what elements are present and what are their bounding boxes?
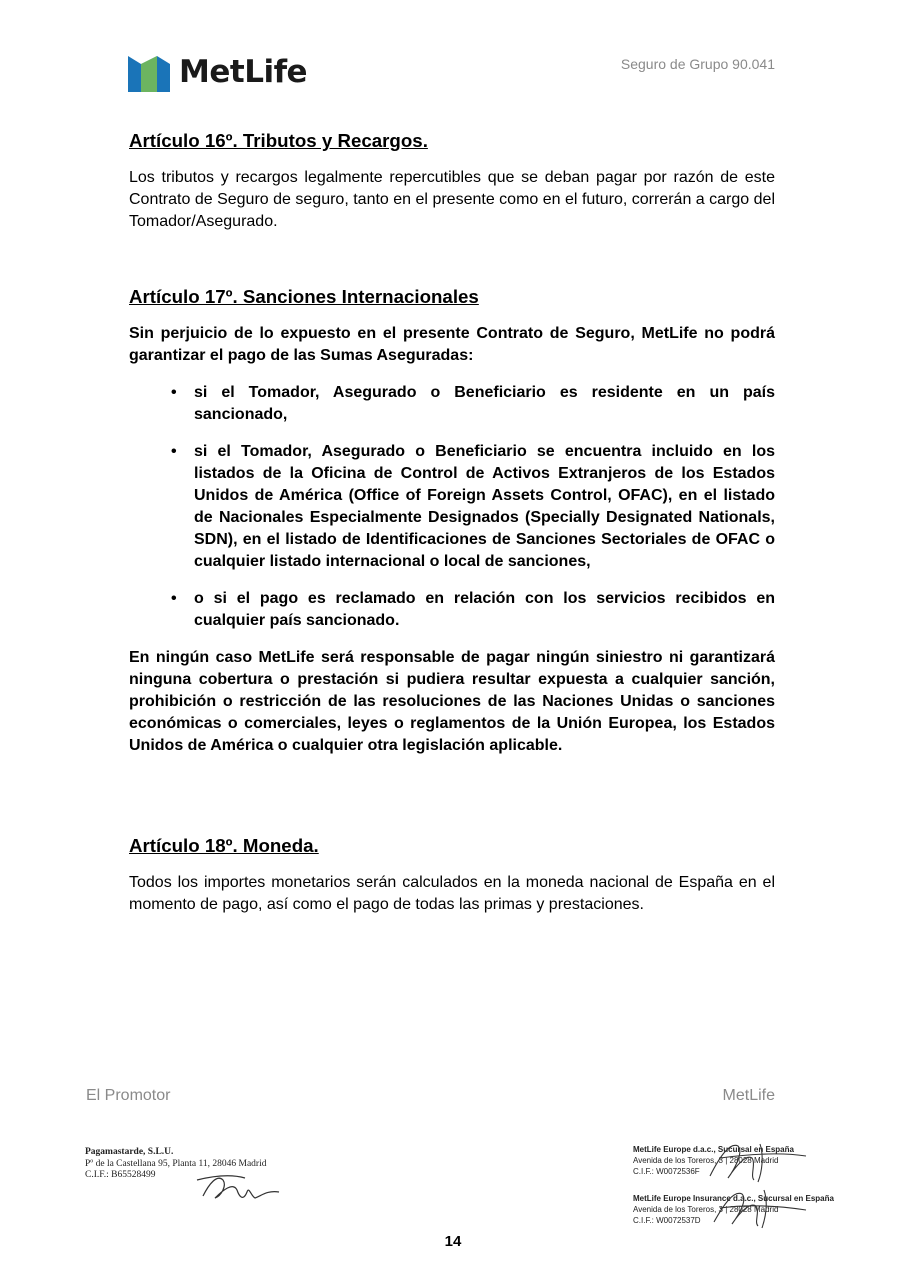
metlife-label: MetLife <box>722 1087 775 1104</box>
article-17 <box>129 286 775 757</box>
stamp-address: Avenida de los Toreros, 3 | 28028 Madrid <box>633 1156 779 1165</box>
metlife-insurance-signature-icon <box>700 1184 810 1230</box>
page-number: 14 <box>444 1233 462 1250</box>
metlife-logo <box>128 52 307 92</box>
stamp-address: Avenida de los Toreros, 3 | 28028 Madrid <box>633 1205 779 1214</box>
article-18 <box>129 835 775 916</box>
stamp-company-name: MetLife Europe d.a.c., Sucursal en España <box>633 1145 794 1154</box>
metlife-europe-signature-icon <box>690 1136 810 1186</box>
policy-reference: Seguro de Grupo 90.041 <box>620 56 775 72</box>
article-heading: Artículo 18º. Moneda. <box>129 835 319 856</box>
stamp-cif: C.I.F.: W0072537D <box>633 1216 701 1225</box>
stamp-company-name: MetLife Europe Insurance d.a.c., Sucursal en España <box>633 1194 834 1203</box>
sanctions-list <box>129 382 775 632</box>
metlife-logo-icon <box>128 52 170 92</box>
article-heading: Artículo 17º. Sanciones Internacionales <box>129 286 479 307</box>
article-closing: En ningún caso MetLife será responsable de pagar ningún siniestro ni garantizará ninguna cobertura o prestación si pudiera resultar expuesta a cualquier sanción, prohibición o restricción de las resoluciones de las Naciones Unidas o sanciones económicas o comerciales, leyes o reglamentos de la Unión Europea, los Estados Unidos de América o cualquier otra legislación aplicable. <box>129 649 775 754</box>
promoter-signature-icon <box>193 1166 283 1206</box>
list-item: • si el Tomador, Asegurado o Beneficiario se encuentra incluido en los listados de la Oficina de Control de Activos Extranjeros de los Estados Unidos de América (Office of Foreign Assets Control, OFAC), en el listado de Nacionales Especialmente Designados (Specially Designated Nationals, SDN), en el listado de Identificaciones de Sanciones Sectoriales de OFAC o cualquier listado internacional o local de sanciones, <box>171 443 775 570</box>
stamp-address: Pº de la Castellana 95, Planta 11, 28046 Madrid <box>85 1158 267 1169</box>
article-body: Los tributos y recargos legalmente repercutibles que se deban pagar por razón de este Contrato de Seguro de seguro, tanto en el presente como en el futuro, correrán a cargo del Tomador/Asegurado. <box>129 169 775 230</box>
article-heading: Artículo 16º. Tributos y Recargos. <box>129 130 428 151</box>
list-item: • si el Tomador, Asegurado o Beneficiario es residente en un país sancionado, <box>171 384 775 423</box>
article-16 <box>129 130 775 233</box>
promoter-label: El Promotor <box>86 1087 171 1104</box>
logo-wordmark: MetLife <box>179 54 308 90</box>
article-intro: Sin perjuicio de lo expuesto en el presente Contrato de Seguro, MetLife no podrá garantizar el pago de las Sumas Aseguradas: <box>129 325 775 364</box>
stamp-company-name: Pagamastarde, S.L.U. <box>85 1147 174 1157</box>
stamp-cif: C.I.F.: B65528499 <box>85 1170 156 1180</box>
list-item: • o si el pago es reclamado en relación con los servicios recibidos en cualquier país sancionado. <box>171 590 775 629</box>
article-body: Todos los importes monetarios serán calculados en la moneda nacional de España en el momento de pago, así como el pago de todas las primas y prestaciones. <box>129 874 775 913</box>
stamp-cif: C.I.F.: W0072536F <box>633 1167 700 1176</box>
